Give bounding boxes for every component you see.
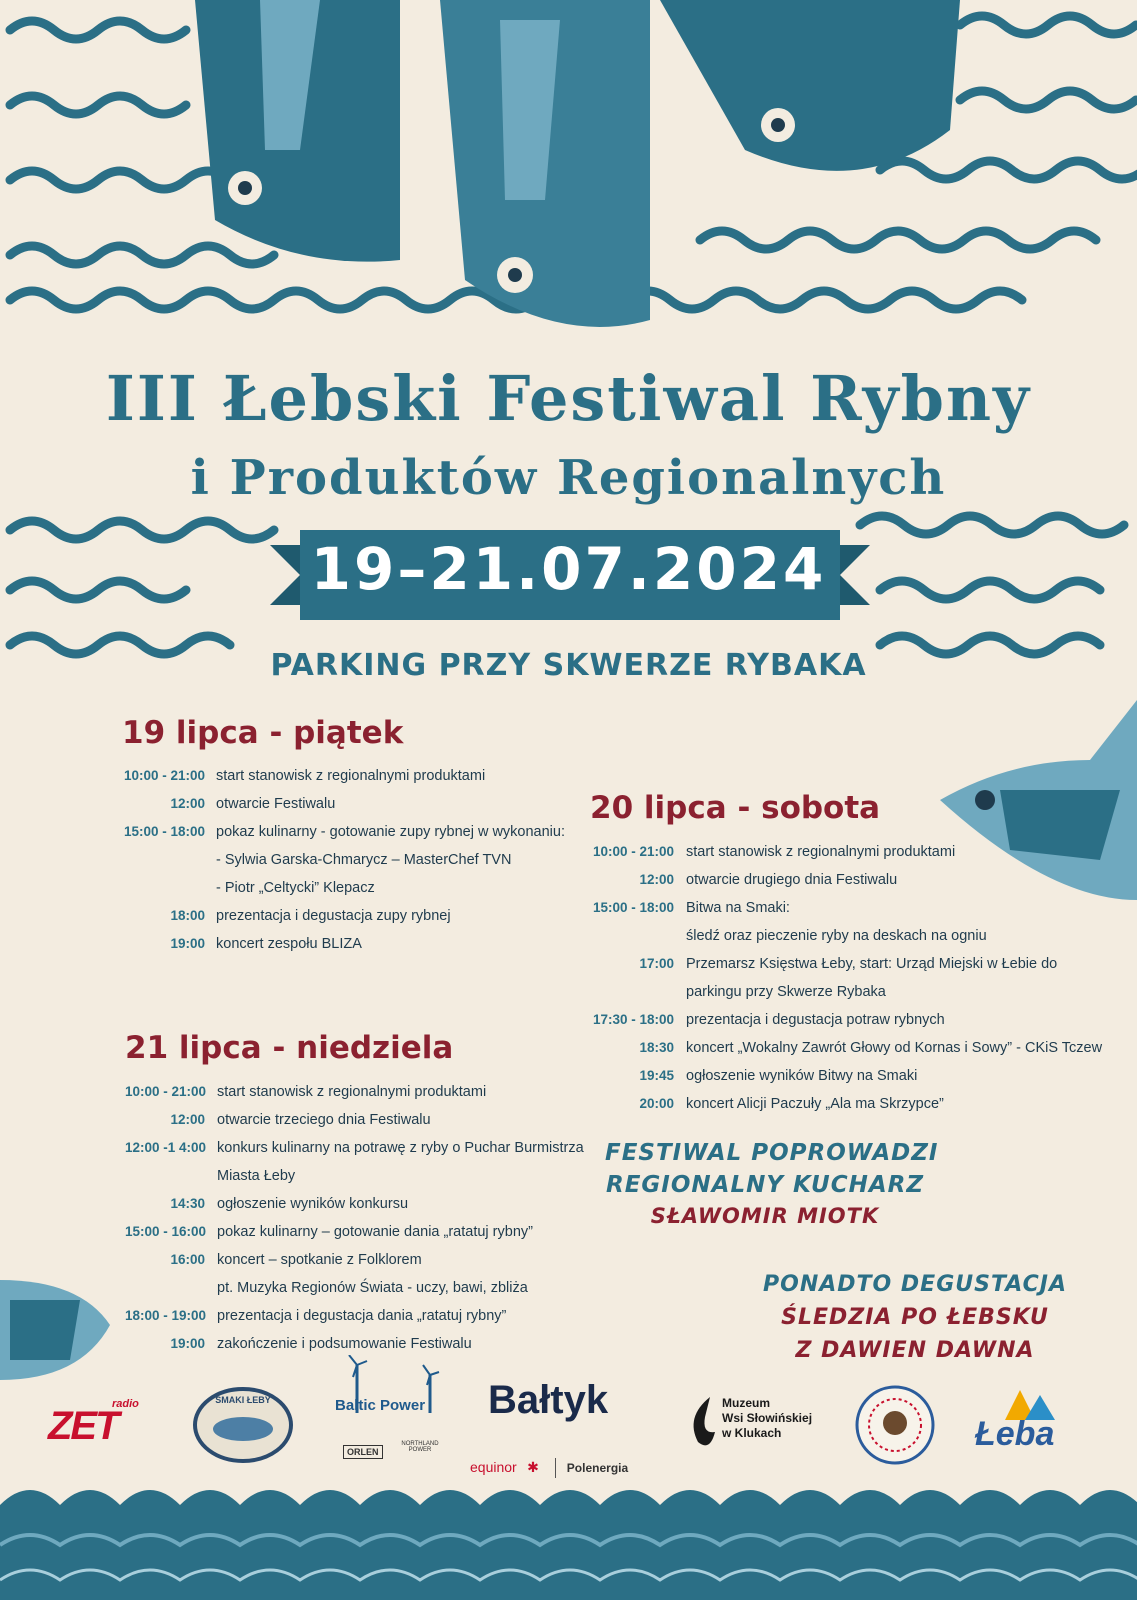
baltyk-logo — [488, 1378, 608, 1423]
event-description: Przemarsz Księstwa Łeby, start: Urząd Miejski w Łebie do — [686, 956, 1058, 972]
festival-title: III Łebski Festiwal Rybny — [105, 362, 1032, 435]
schedule-row — [120, 902, 580, 930]
polenergia-text: Polenergia — [566, 1461, 629, 1476]
baltyk-text: Bałtyk — [488, 1378, 609, 1422]
schedule-row — [125, 1218, 575, 1246]
event-description: Bitwa na Smaki: — [686, 900, 790, 916]
schedule-row — [590, 894, 1090, 922]
schedule-row — [590, 1062, 1090, 1090]
day2-title: 20 lipca - sobota — [590, 790, 881, 826]
schedule-row — [590, 1006, 1090, 1034]
event-time: 14:30 — [170, 1196, 205, 1211]
schedule-row — [120, 762, 580, 790]
leba-logo — [975, 1385, 1075, 1453]
schedule-row — [125, 1162, 575, 1190]
event-time: 10:00 - 21:00 — [123, 768, 205, 783]
event-time: 15:00 - 18:00 — [123, 824, 205, 839]
equinor-polenergia-logos — [470, 1458, 628, 1478]
radio-zet-small: radio — [112, 1398, 139, 1410]
event-description: otwarcie drugiego dnia Festiwalu — [686, 872, 898, 888]
host-name: SŁAWOMIR MIOTK — [650, 1204, 880, 1228]
event-time: 15:00 - 18:00 — [592, 900, 674, 915]
festival-location: PARKING PRZY SKWERZE RYBAKA — [270, 648, 867, 683]
schedule-row — [125, 1246, 575, 1274]
schedule-row — [125, 1078, 575, 1106]
fishermen-seal-logo — [855, 1385, 935, 1470]
schedule-row — [120, 874, 580, 902]
event-description: koncert zespołu BLIZA — [216, 936, 362, 952]
left-fish — [0, 1280, 110, 1380]
muzeum-line1: Muzeum — [722, 1396, 770, 1410]
muzeum-logo — [680, 1392, 820, 1462]
smaki-leby-logo — [193, 1385, 293, 1465]
schedule-row — [125, 1190, 575, 1218]
schedule-row — [125, 1330, 575, 1358]
smaki-leby-text: SMAKI ŁEBY — [215, 1395, 271, 1405]
schedule-row — [590, 922, 1090, 950]
schedule-row — [590, 950, 1090, 978]
event-time: 18:00 - 19:00 — [125, 1308, 207, 1323]
schedule-row — [120, 930, 580, 958]
event-description: pokaz kulinarny - gotowanie zupy rybnej w wykonaniu: — [216, 824, 565, 840]
day3-schedule — [125, 1078, 584, 1358]
event-time: 19:00 — [170, 936, 205, 951]
top-fish-group — [195, 0, 960, 327]
event-description: start stanowisk z regionalnymi produktami — [216, 768, 486, 784]
event-time: 19:45 — [639, 1068, 674, 1083]
day3-title: 21 lipca - niedziela — [125, 1030, 454, 1066]
day1-title: 19 lipca - piątek — [122, 715, 404, 751]
extra-line2: ŚLEDZIA PO ŁEBSKU — [781, 1305, 1049, 1330]
baltic-power-text: Baltic Power — [335, 1397, 426, 1414]
event-description: zakończenie i podsumowanie Festiwalu — [217, 1336, 472, 1352]
day2-schedule — [590, 838, 1103, 1118]
extra-line1: PONADTO DEGUSTACJA — [763, 1272, 1067, 1297]
event-description: koncert – spotkanie z Folklorem — [217, 1252, 422, 1268]
event-description: ogłoszenie wyników Bitwy na Smaki — [686, 1068, 918, 1084]
schedule-row — [120, 790, 580, 818]
event-time: 19:00 — [170, 1336, 205, 1351]
orlen-text: ORLEN — [343, 1445, 383, 1459]
event-description: Miasta Łeby — [217, 1168, 296, 1184]
schedule-row — [120, 818, 580, 846]
leba-text: Łeba — [975, 1415, 1055, 1453]
bottom-waves — [0, 1490, 1137, 1600]
host-line1: FESTIWAL POPROWADZI — [605, 1140, 939, 1166]
festival-dates: 19–21.07.2024 — [310, 535, 827, 603]
radio-zet-text: ZET — [48, 1404, 118, 1448]
event-description: ogłoszenie wyników konkursu — [217, 1196, 409, 1212]
event-time: 15:00 - 16:00 — [125, 1224, 207, 1239]
event-description: koncert „Wokalny Zawrót Głowy od Kornas i Sowy” - CKiS Tczew — [686, 1040, 1103, 1056]
event-description: otwarcie trzeciego dnia Festiwalu — [217, 1112, 431, 1128]
event-description: - Piotr „Celtycki” Klepacz — [216, 880, 375, 896]
event-description: start stanowisk z regionalnymi produktami — [217, 1084, 487, 1100]
schedule-row — [590, 978, 1090, 1006]
logo-divider — [555, 1458, 556, 1478]
muzeum-line2: Wsi Słowińskiej — [722, 1411, 813, 1425]
event-description: pokaz kulinarny – gotowanie dania „ratatuj rybny” — [217, 1224, 533, 1240]
schedule-row — [590, 1090, 1090, 1118]
museum-emblem-icon — [680, 1392, 720, 1452]
event-time: 18:00 — [170, 908, 205, 923]
schedule-row — [125, 1274, 575, 1302]
event-description: konkurs kulinarny na potrawę z ryby o Puchar Burmistrza — [217, 1140, 584, 1156]
extra-line3: Z DAWIEN DAWNA — [795, 1338, 1035, 1363]
schedule-row — [120, 846, 580, 874]
event-description: prezentacja i degustacja dania „ratatuj rybny” — [217, 1308, 507, 1324]
fishermen-seal-icon — [855, 1385, 935, 1465]
baltic-power-logo — [335, 1355, 440, 1470]
event-time: 16:00 — [170, 1252, 205, 1267]
host-line2: REGIONALNY KUCHARZ — [605, 1172, 925, 1198]
event-description: start stanowisk z regionalnymi produktami — [686, 844, 956, 860]
equinor-star-icon: ✱ — [527, 1459, 539, 1476]
schedule-row — [125, 1134, 584, 1162]
event-description: otwarcie Festiwalu — [216, 796, 336, 812]
schedule-row — [125, 1106, 575, 1134]
event-time: 17:00 — [639, 956, 674, 971]
event-time: 10:00 - 21:00 — [125, 1084, 207, 1099]
event-description: prezentacja i degustacja potraw rybnych — [686, 1012, 945, 1028]
event-time: 12:00 — [639, 872, 674, 887]
event-description: koncert Alicji Paczuły „Ala ma Skrzypce” — [686, 1096, 944, 1112]
event-time: 12:00 -1 4:00 — [125, 1140, 207, 1155]
schedule-row — [590, 838, 1090, 866]
event-time: 12:00 — [170, 1112, 205, 1127]
event-time: 18:30 — [639, 1040, 674, 1055]
event-time: 12:00 — [170, 796, 205, 811]
schedule-row — [125, 1302, 575, 1330]
event-time: 10:00 - 21:00 — [592, 844, 674, 859]
day1-schedule — [120, 762, 580, 958]
event-time: 17:30 - 18:00 — [592, 1012, 674, 1027]
schedule-row — [590, 866, 1090, 894]
event-time: 20:00 — [639, 1096, 674, 1111]
northland-text: NORTHLAND POWER — [401, 1441, 439, 1453]
schedule-row — [590, 1034, 1103, 1062]
equinor-text: equinor — [470, 1459, 517, 1476]
event-description: parkingu przy Skwerze Rybaka — [686, 984, 886, 1000]
festival-subtitle: i Produktów Regionalnych — [190, 450, 947, 506]
event-description: prezentacja i degustacja zupy rybnej — [216, 908, 451, 924]
event-description: pt. Muzyka Regionów Świata - uczy, bawi, zbliża — [217, 1280, 528, 1296]
event-description: śledź oraz pieczenie ryby na deskach na ogniu — [686, 928, 987, 944]
event-description: - Sylwia Garska-Chmarycz – MasterChef TVN — [216, 852, 512, 868]
muzeum-line3: w Klukach — [722, 1426, 782, 1440]
